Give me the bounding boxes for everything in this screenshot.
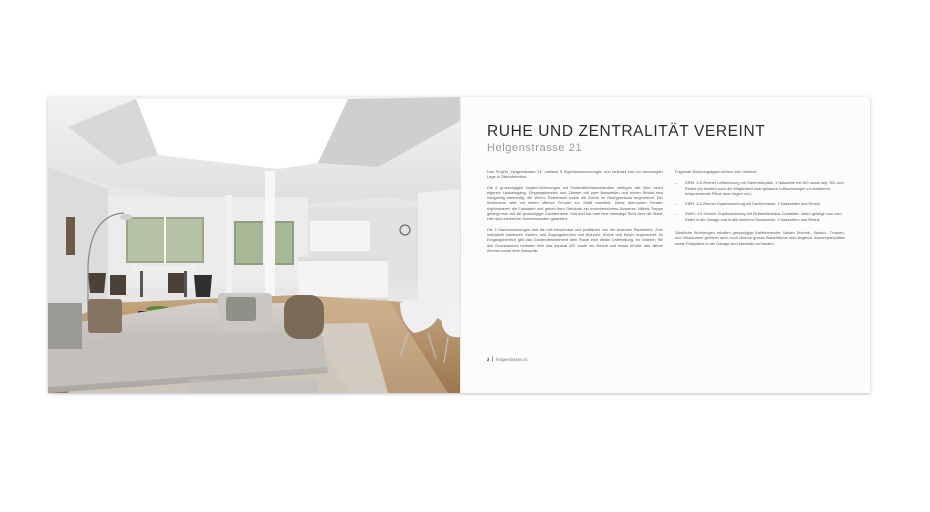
website-text: helgenstrasse.ch — [495, 356, 528, 362]
paragraph: Die 3 Gartenwohnungen und als Loft bewohnbar und profitieren von der enormen Raumhöhe. Zum individuell nutzbaren Garten- und Zugangsbereich und Wohnen, Küche und Essen angeordnet. Im Eingangsbereich gibt das Garderobenelement dem Raum eine ideale Unterteilung. Im hinteren Teil des Grossraumes befinden sich das separat WC sowie ein Reduit und etwas erhöht, das offene Zimmer sowie eine Nasszelle. — [487, 226, 663, 253]
list-item-text: VIER: 3.5 Zimmer Duplexwohnung mit Dachterrasse, 2 Nasszellen und Reduit — [685, 201, 820, 207]
list-item-text: ZWEI: 4.5 Zimmer Duplexwohnung mit Einfamilienhaus-Charakter. Intern gelangt man vom Keller in die Garage und in alle weiteren Stockwerke, 2 Nasszellen und Reduit — [685, 211, 842, 222]
footer-divider — [492, 356, 493, 362]
page-number: 2 — [487, 356, 490, 362]
paragraph: Sämtliche Wohnungen erhalten grosszügige Kellerbereiche. Neben Technik-, Wasch-, Trocken- und Velorkumen gehören auch noch diverse grosse Bastelräume zum Angebot. Aussenparkplätze sowie Parkplätze in der Garage sind ebenfalls vorhanden. — [675, 230, 845, 246]
interior-rendering-photo — [48, 97, 460, 393]
paragraph: Die 6 grosszügigen Duplex-Wohnungen mit Einfamilienhauscharakter verfügen alle über einen eigenen Hauseingang. Eingangsbereich und Zimmer mit zwei Nasszellen und einem Reduit sind hangseitig ebenerdig, der Wohn- Essbereich sowie die Küche im Obergeschoss angeordnet. Der Wohnraum wird mit einem offenen Fenster zur Stadt erweitert. Diese überhohen Fenster rhythmisieren die Fassaden und geben dem Gebäude ein unverkennbares Äusseres. Mittels Treppe gelangt man auf die grosszügige Dachterrasse. Von dort hat man eine einmalige Sicht über die Stadt. Hier sind zahlreiche Sonnenstunden garantiert. — [487, 184, 663, 222]
dash-bullet-icon: – — [675, 211, 678, 217]
page-footer — [487, 356, 528, 362]
right-text-column — [675, 169, 845, 251]
list-item-text: DREI: 2.5 Zimmer Loftwohnung mit Gartensitzplatz, 1 Nasszelle mit WC sowie sep. WC und Reduit (es besteht auch die Möglichkeit zwei grössere Loftwohnungen zu realisieren, entsprechende Pläne dazu liegen vor.) — [685, 180, 844, 196]
left-text-column — [487, 169, 663, 258]
living-room-illustration — [48, 97, 460, 393]
dash-bullet-icon: – — [675, 180, 678, 186]
page-title: RUHE UND ZENTRALITÄT VEREINT — [487, 123, 766, 140]
text-page — [461, 97, 870, 393]
list-item — [675, 180, 845, 196]
list-item — [675, 201, 845, 206]
dash-bullet-icon: – — [675, 201, 678, 207]
apartment-types-intro: Folgende Wohnungstypen stehen zum Verkauf: — [675, 169, 757, 174]
brochure-spread — [48, 97, 870, 393]
page-subtitle: Helgenstrasse 21 — [487, 142, 583, 154]
paragraph: Das Projekt „Helgenstrasse 21“ umfasst 9 Eigentumswohnungen und befindet sich an bevorzugter Lage in Oberwinterthur. — [487, 169, 663, 180]
list-item — [675, 211, 845, 222]
